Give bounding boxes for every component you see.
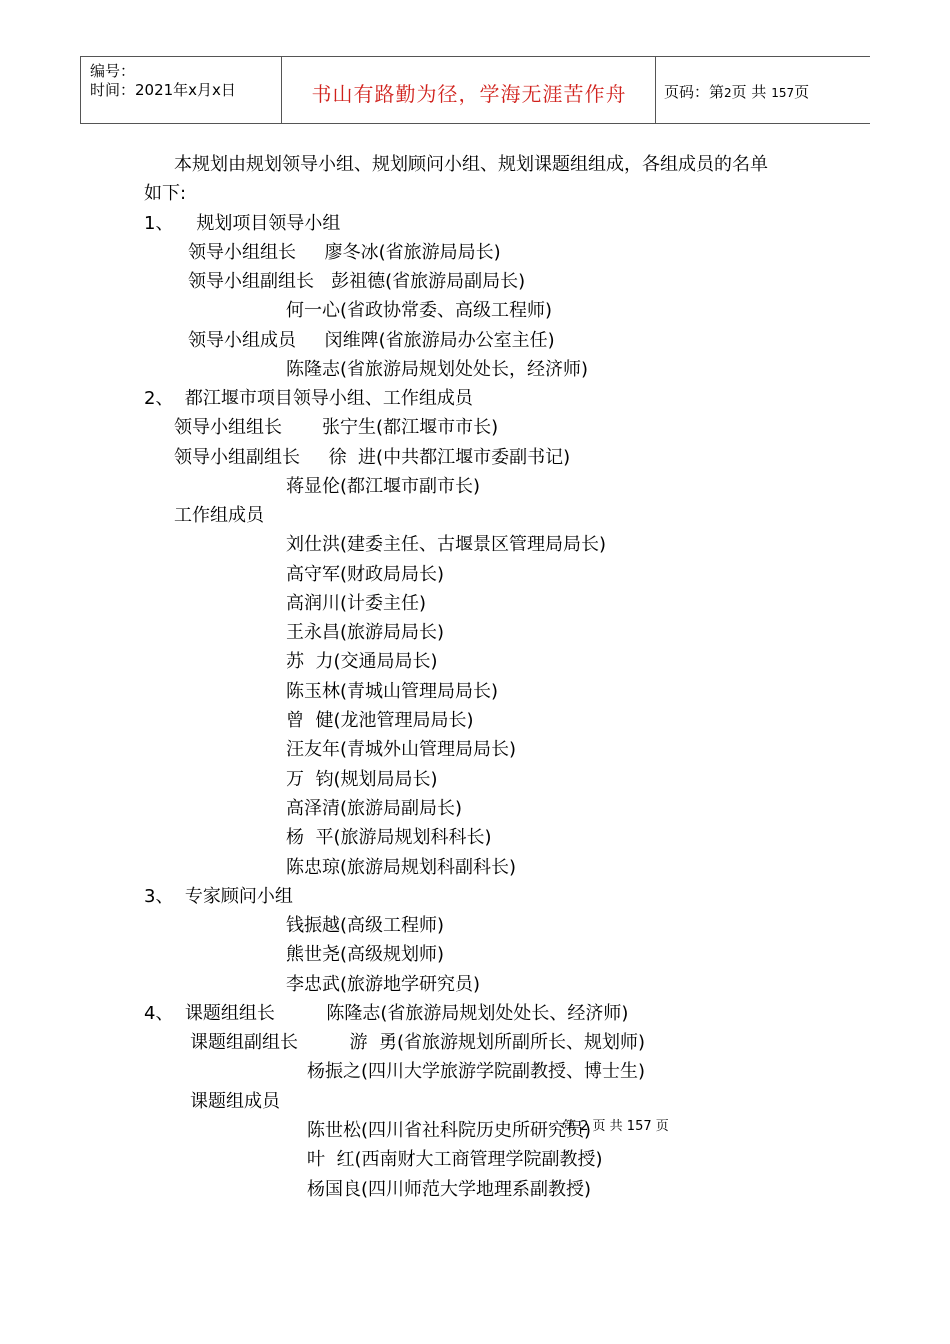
section-4-line: 杨振之(四川大学旅游学院副教授、博士生) (307, 1061, 646, 1082)
serial-label: 编号： (90, 62, 136, 80)
member-line: 高润川(计委主任) (286, 593, 427, 614)
section-2-line: 工作组成员 (174, 505, 264, 526)
section-1-line: 陈隆志(省旅游局规划处处长，经济师) (286, 359, 589, 380)
section-2-line: 领导小组副组长 徐 进(中共都江堰市委副书记) (174, 447, 571, 468)
member-line: 杨国良(四川师范大学地理系副教授) (307, 1179, 592, 1200)
member-line: 汪友年(青城外山管理局局长) (286, 739, 517, 760)
header-page-cell (656, 57, 870, 123)
section-4-line: 课题组成员 (190, 1091, 280, 1112)
member-line: 刘仕洪(建委主任、古堰景区管理局局长) (286, 534, 607, 555)
section-1-line: 领导小组副组长 彭祖德(省旅游局副局长) (188, 271, 526, 292)
date-label: 时间：2021年x月x日 (90, 81, 236, 99)
member-line: 万 钧(规划局局长) (286, 769, 438, 790)
intro-line-2: 如下: (144, 183, 187, 204)
intro-line-1: 本规划由规划领导小组、规划顾问小组、规划课题组组成，各组成员的名单 (174, 154, 768, 175)
page-number: 2 (724, 86, 732, 100)
section-1-line: 领导小组成员 闵维陴(省旅游局办公室主任) (188, 330, 555, 351)
page-mid: 页 共 (731, 83, 767, 101)
member-line: 高泽清(旅游局副局长) (286, 798, 463, 819)
motto: 书山有路勤为径，学海无涯苦作舟 (311, 82, 627, 106)
document-header (80, 56, 870, 124)
member-line: 陈忠琼(旅游局规划科副科长) (286, 857, 517, 878)
section-1-line: 领导小组组长 廖冬冰(省旅游局局长) (188, 242, 501, 263)
page-prefix: 页码：第 (664, 83, 725, 101)
page-total: 157 (771, 86, 795, 100)
section-2-line: 领导小组组长 张宁生(都江堰市市长) (174, 417, 499, 438)
member-line: 杨 平(旅游局规划科科长) (286, 827, 492, 848)
member-line: 陈世松(四川省社科院历史所研究员) (307, 1120, 592, 1141)
section-4-heading: 4、 课题组组长 陈隆志(省旅游局规划处处长、经济师) (144, 1003, 629, 1024)
section-3-heading: 3、 专家顾问小组 (144, 886, 293, 907)
member-line: 熊世尧(高级规划师) (286, 944, 445, 965)
section-1-heading: 1、 规划项目领导小组 (144, 213, 341, 234)
header-meta-cell (81, 57, 282, 123)
section-2-line: 蒋显伦(都江堰市副市长) (286, 476, 481, 497)
member-line: 陈玉林(青城山管理局局长) (286, 681, 499, 702)
section-2-heading: 2、 都江堰市项目领导小组、工作组成员 (144, 388, 473, 409)
member-line: 叶 红(西南财大工商管理学院副教授) (307, 1149, 603, 1170)
header-motto-cell (282, 57, 656, 123)
member-line: 李忠武(旅游地学研究员) (286, 974, 481, 995)
page-footer: 第 2 页 共 157 页 (563, 1119, 669, 1134)
section-1-line: 何一心(省政协常委、高级工程师) (286, 300, 553, 321)
member-line: 曾 健(龙池管理局局长) (286, 710, 474, 731)
member-line: 高守军(财政局局长) (286, 564, 445, 585)
member-line: 苏 力(交通局局长) (286, 651, 438, 672)
member-line: 钱振越(高级工程师) (286, 915, 445, 936)
section-4-line: 课题组副组长 游 勇(省旅游规划所副所长、规划师) (190, 1032, 645, 1053)
page-info (664, 81, 809, 102)
member-line: 王永昌(旅游局局长) (286, 622, 445, 643)
page-suffix: 页 (794, 83, 810, 101)
